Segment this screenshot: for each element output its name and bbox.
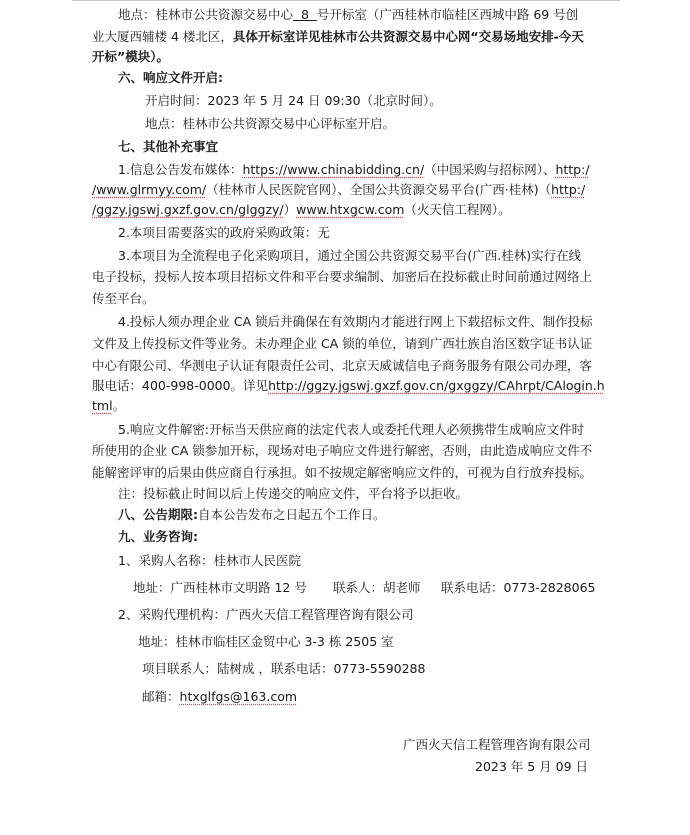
top-divider (72, 0, 620, 1)
item-5-line-1: 5.响应文件解密:开标当天供应商的法定代表人或委托代理人必须携带生成响应文件时 (118, 422, 585, 437)
section-8-heading: 八、公告期限: (118, 507, 198, 522)
address-line-2 (92, 29, 584, 45)
section-8-text: 自本公告发布之日起五个工作日。 (198, 507, 386, 522)
media-label: 1.信息公告发布媒体： (118, 162, 243, 177)
item-3-line-3: 传至平台。 (92, 291, 155, 306)
link-ggzy-start[interactable]: http:/ (551, 182, 586, 197)
media-note: （中国采购与招标网）、 (424, 162, 556, 177)
signature-date: 2023 年 5 月 09 日 (475, 759, 589, 774)
item-5-line-3: 能解密评审的后果由供应商自行承担。如不按规定解密响应文件的，可视为自行放弃投标。 (92, 465, 593, 480)
item-3-line-1: 3.本项目为全流程电子化采购项目，通过全国公共资源交易平台(广西.桂林)实行在线 (118, 248, 582, 263)
address-line-1 (118, 7, 578, 23)
room-number: 8 (293, 7, 317, 22)
item-1-line-2 (92, 182, 585, 198)
section-8 (118, 507, 386, 523)
address-building: 业大厦西辅楼 4 楼北区， (92, 29, 233, 44)
item-4-line-2: 文件及上传投标文件等业务。未办理企业 CA 锁的单位，请到广西壮族自治区数字证书认证 (92, 336, 593, 351)
link-glrmyy[interactable]: /www.glrmyy.com/ (92, 182, 207, 197)
item-1-line-3 (92, 202, 511, 218)
open-time: 开启时间：2023 年 5 月 24 日 09:30（北京时间）。 (145, 93, 442, 108)
agent-contact: 项目联系人：陆树成 ，联系电话：0773-5590288 (142, 661, 426, 676)
item-5-line-2: 所使用的企业 CA 锁参加开标，现场对电子响应文件进行解密，否则，由此造成响应文件不 (92, 443, 593, 458)
agent-name: 2、采购代理机构：广西火天信工程管理咨询有限公司 (118, 607, 414, 622)
item-4-line-3: 中心有限公司、华测电子认证有限责任公司、北京天威诚信电子商务服务有限公司办理，客 (92, 358, 593, 373)
address-text: 地点：桂林市公共资源交易中心 (118, 7, 294, 22)
address-note-bold: 具体开标室详见桂林市公共资源交易中心网“交易场地安排-今天 (232, 29, 584, 44)
link-glrmyy-start[interactable]: http:/ (555, 162, 590, 177)
address-detail: 号开标室（广西桂林市临桂区西城中路 69 号创 (316, 7, 579, 22)
section-6-heading: 六、响应文件开启: (118, 70, 223, 85)
link-ca-login[interactable]: http://ggzy.jgswj.gxzf.gov.cn/gxggzy/CAhrpt/CAlogin.h (268, 378, 605, 393)
email-label: 邮箱： (142, 689, 180, 704)
purchaser-name: 1、采购人名称：桂林市人民医院 (118, 553, 301, 568)
item-4-line-5 (92, 398, 125, 414)
purchaser-address: 地址：广西桂林市文明路 12 号 (133, 580, 307, 595)
period: 。 (112, 398, 126, 413)
phone-text: 服电话：400-998-0000。详见 (92, 378, 269, 393)
agent-address: 地址：桂林市临桂区金贸中心 3-3 栋 2505 室 (138, 634, 394, 649)
open-location: 地点：桂林市公共资源交易中心评标室开启。 (145, 116, 396, 131)
item-3-line-2: 电子投标，投标人按本项目招标文件和平台要求编制、加密后在投标截止时间前通过网络上 (92, 269, 593, 284)
purchaser-phone: 联系电话：0773-2828065 (441, 580, 596, 595)
note: 注：投标截止时间以后上传递交的响应文件，平台将予以拒收。 (118, 486, 469, 501)
link-ggzy[interactable]: /ggzy.jgswj.gxzf.gov.cn/glggzy/ (92, 202, 284, 217)
link-htxgcw[interactable]: www.htxgcw.com (296, 202, 405, 217)
signature-company: 广西火天信工程管理咨询有限公司 (403, 737, 591, 752)
link-chinabidding[interactable]: https://www.chinabidding.cn/ (242, 162, 425, 177)
item-2: 2.本项目需要落实的政府采购政策：无 (118, 225, 330, 240)
media-note-3: （火天信工程网）。 (404, 202, 511, 217)
section-7-heading: 七、其他补充事宜 (118, 139, 219, 154)
bracket: ） (283, 202, 297, 217)
address-line-3: 开标”模块）。 (92, 49, 169, 64)
item-4-line-4 (92, 378, 605, 394)
purchaser-contact: 联系人：胡老师 (333, 580, 421, 595)
section-9-heading: 九、业务咨询: (118, 529, 198, 544)
link-ca-login-end[interactable]: tml (92, 398, 113, 413)
item-1-line-1 (118, 162, 590, 178)
email-link[interactable]: htxglfgs@163.com (179, 689, 298, 704)
item-4-line-1: 4.投标人须办理企业 CA 锁后并确保在有效期内才能进行网上下载招标文件、制作投标 (118, 314, 593, 329)
media-note-2: （桂林市人民医院官网）、全国公共资源交易平台(广西·桂林)（ (206, 182, 552, 197)
agent-email (142, 689, 297, 705)
